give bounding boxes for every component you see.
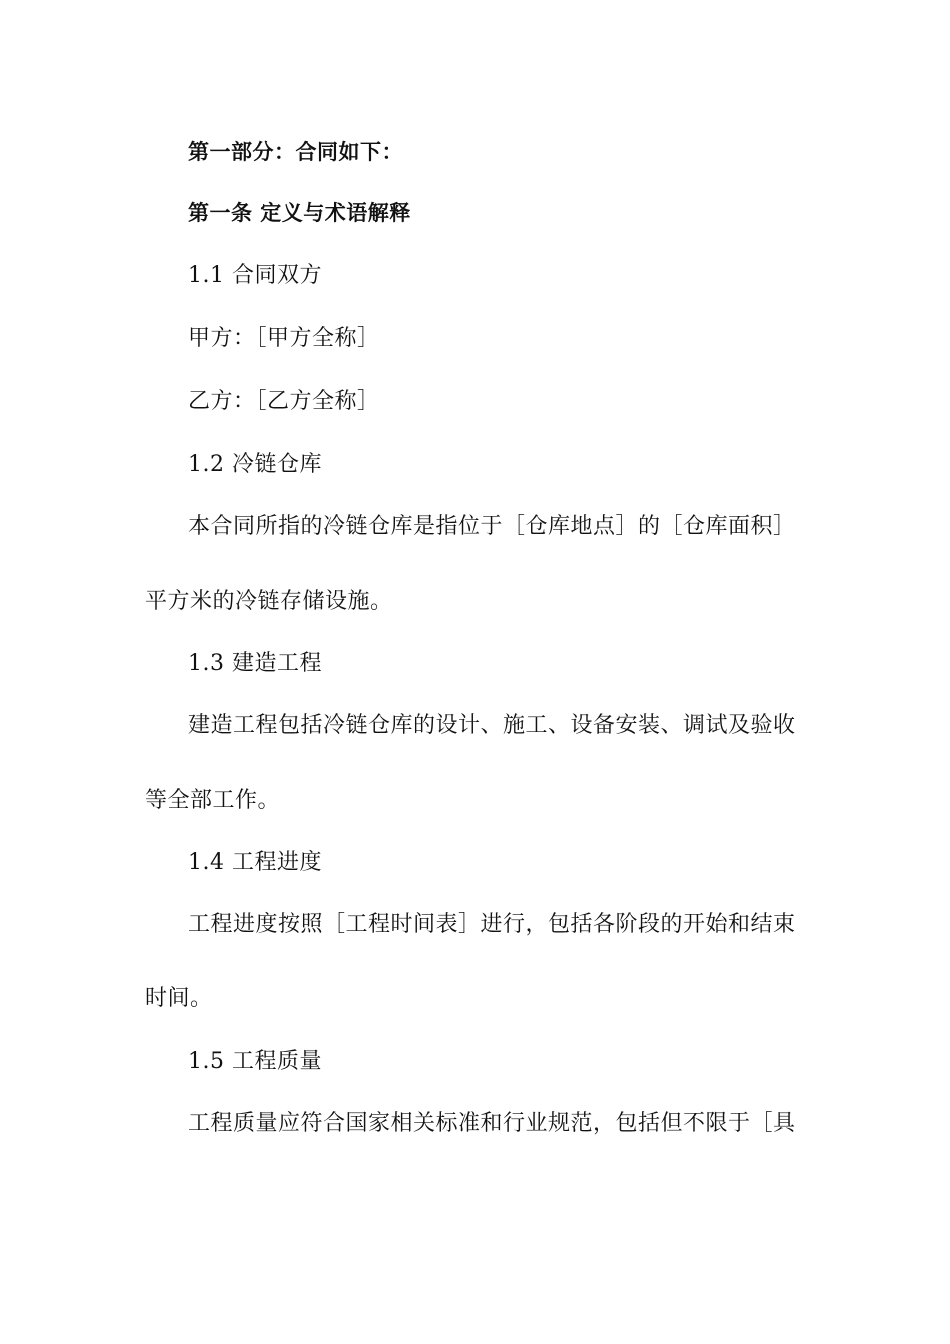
section-1-4-paragraph-line-1: 工程进度按照［工程时间表］进行，包括各阶段的开始和结束 [188, 912, 796, 937]
section-1-3-title: 1.3 建造工程 [188, 651, 322, 676]
section-1-3-paragraph-line-1: 建造工程包括冷链仓库的设计、施工、设备安装、调试及验收 [188, 713, 796, 738]
party-a-line: 甲方：［甲方全称］ [188, 326, 380, 351]
section-1-4-title: 1.4 工程进度 [188, 850, 322, 875]
section-1-3-paragraph-line-2: 等全部工作。 [145, 788, 281, 813]
section-1-2-paragraph-line-2: 平方米的冷链存储设施。 [145, 589, 393, 614]
party-b-line: 乙方：［乙方全称］ [188, 389, 380, 414]
section-1-2-paragraph-line-1: 本合同所指的冷链仓库是指位于［仓库地点］的［仓库面积］ [188, 514, 796, 539]
section-1-4-paragraph-line-2: 时间。 [145, 986, 213, 1011]
section-1-2-title: 1.2 冷链仓库 [188, 452, 322, 477]
section-1-5-title: 1.5 工程质量 [188, 1049, 322, 1074]
section-1-5-paragraph-line-1: 工程质量应符合国家相关标准和行业规范，包括但不限于［具 [188, 1111, 796, 1136]
part-heading: 第一部分：合同如下： [188, 140, 403, 164]
section-1-1-title: 1.1 合同双方 [188, 263, 322, 288]
article-heading: 第一条 定义与术语解释 [188, 201, 411, 225]
